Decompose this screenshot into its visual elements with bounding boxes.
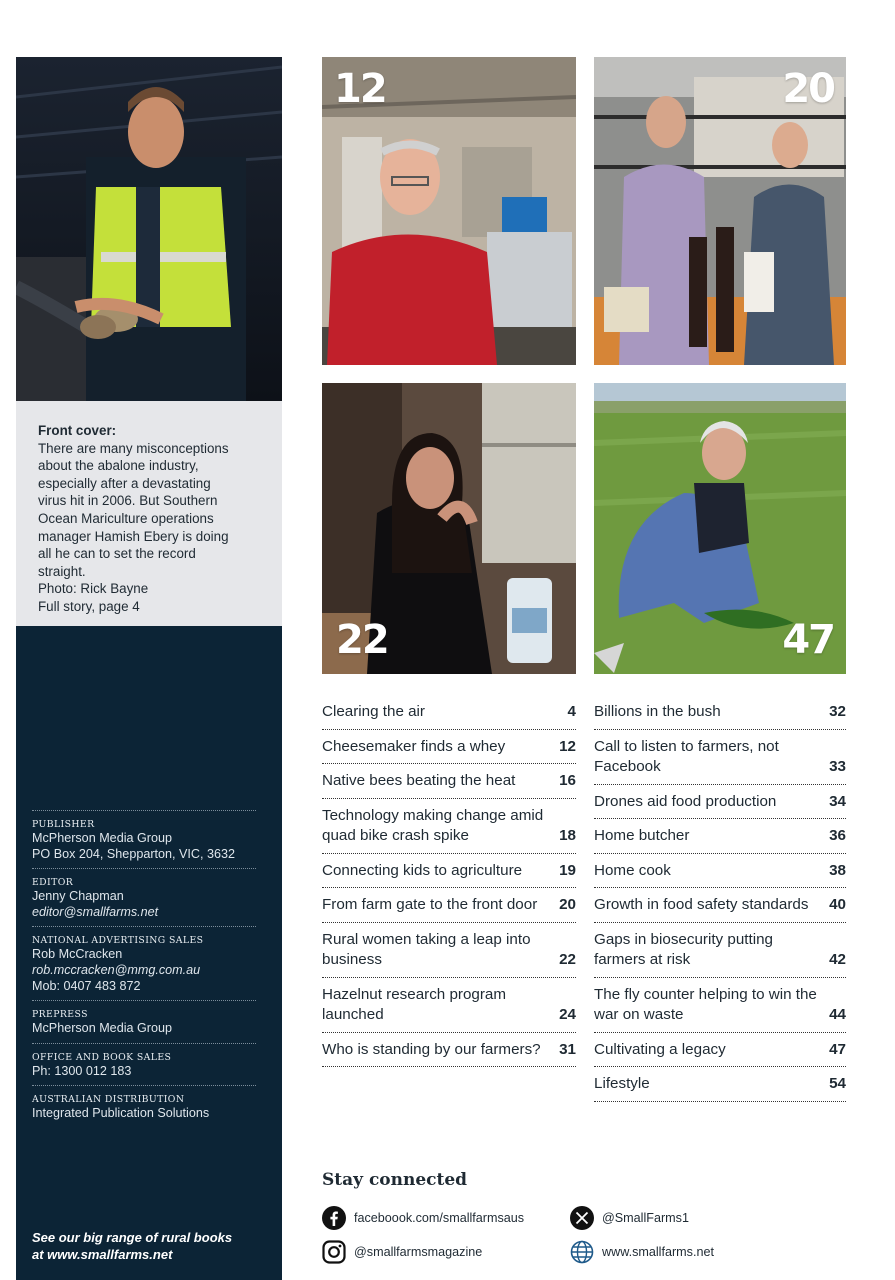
credit-line: Rob McCracken: [32, 947, 123, 962]
toc-page: 22: [559, 951, 576, 968]
credit-label: PUBLISHER: [32, 819, 95, 830]
toc-item[interactable]: [594, 978, 846, 1033]
caption-line: all he can to set the record: [38, 546, 196, 562]
credit-line: PO Box 204, Shepparton, VIC, 3632: [32, 846, 236, 861]
contents-list-right: [594, 695, 846, 1102]
promo-line: See our big range of rural books: [32, 1230, 233, 1245]
toc-page: 34: [829, 792, 846, 810]
story-photo-20[interactable]: [594, 57, 846, 365]
toc-item[interactable]: [322, 978, 576, 1033]
toc-page: 47: [829, 1040, 846, 1058]
toc-page: 12: [559, 737, 576, 755]
toc-page: 36: [829, 827, 846, 844]
photo-page-number: 12: [334, 66, 386, 112]
caption-line: virus hit in 2006. But Southern: [38, 493, 218, 509]
caption-line: There are many misconceptions: [38, 440, 229, 456]
x-icon: [570, 1206, 594, 1230]
instagram-handle: @smallfarmsmagazine: [354, 1245, 483, 1259]
credit-office: [32, 1043, 256, 1086]
toc-title: Drones aid food production: [594, 792, 777, 810]
cover-caption: [16, 401, 282, 626]
story-reference: Full story, page 4: [38, 598, 140, 614]
toc-item[interactable]: [594, 854, 846, 889]
toc-item[interactable]: [594, 730, 846, 785]
masthead-sidebar: [16, 626, 282, 1280]
toc-page: 31: [559, 1040, 576, 1058]
toc-item[interactable]: [594, 695, 846, 730]
toc-page: 19: [559, 861, 576, 879]
credit-line: Mob: 0407 483 872: [32, 978, 141, 993]
facebook-handle: faceboook.com/smallfarmsaus: [354, 1211, 525, 1225]
toc-item[interactable]: [322, 695, 576, 730]
toc-title: Gaps in biosecurity putting farmers at risk: [594, 930, 773, 968]
toc-item[interactable]: [322, 799, 576, 854]
x-link[interactable]: [570, 1206, 689, 1230]
toc-title: Who is standing by our farmers?: [322, 1040, 541, 1058]
caption-title: Front cover:: [38, 423, 117, 438]
toc-title: Rural women taking a leap into business: [322, 930, 531, 968]
toc-title: Cultivating a legacy: [594, 1040, 726, 1058]
toc-title: Connecting kids to agriculture: [322, 861, 523, 879]
caption-line: especially after a devastating: [38, 475, 211, 491]
stay-connected-heading: Stay connected: [322, 1170, 468, 1190]
toc-item[interactable]: [322, 923, 576, 978]
editor-email-link[interactable]: editor@smallfarms.net: [32, 904, 159, 919]
toc-title: Home cook: [594, 861, 671, 879]
credit-label: EDITOR: [32, 877, 74, 889]
toc-page: 38: [829, 861, 846, 879]
x-handle: @SmallFarms1: [602, 1211, 689, 1225]
toc-item[interactable]: [322, 854, 576, 889]
credit-publisher: [32, 810, 256, 868]
cover-photo: [16, 57, 282, 401]
photo-page-number: 20: [782, 66, 834, 112]
credit-prepress: [32, 1000, 256, 1043]
toc-item[interactable]: [594, 819, 846, 854]
facebook-icon: [322, 1206, 346, 1230]
toc-title: Billions in the bush: [594, 703, 721, 720]
credit-line: Jenny Chapman: [32, 889, 124, 904]
books-promo[interactable]: [32, 1229, 272, 1263]
toc-item[interactable]: [322, 888, 576, 923]
toc-page: 18: [559, 827, 576, 844]
caption-line: straight.: [38, 563, 86, 579]
website-link[interactable]: [570, 1240, 714, 1264]
toc-page: 20: [559, 896, 576, 913]
toc-title: Lifestyle: [594, 1075, 650, 1092]
toc-title: Hazelnut research program launched: [322, 985, 507, 1023]
toc-title: The fly counter helping to win the war on waste: [594, 985, 817, 1023]
credit-line: McPherson Media Group: [32, 1021, 172, 1036]
toc-page: 40: [829, 896, 846, 913]
toc-title: Cheesemaker finds a whey: [322, 737, 506, 755]
story-photo-22[interactable]: [322, 383, 576, 674]
photo-page-number: 47: [782, 617, 834, 663]
facebook-link[interactable]: [322, 1206, 524, 1230]
toc-page: 54: [829, 1075, 846, 1092]
caption-line: Ocean Mariculture operations: [38, 510, 214, 526]
toc-title: Growth in food safety standards: [594, 896, 809, 913]
credit-label: AUSTRALIAN DISTRIBUTION: [32, 1094, 185, 1106]
credit-distribution: [32, 1085, 256, 1128]
photo-credit: Photo: Rick Bayne: [38, 581, 149, 597]
toc-page: 24: [559, 1006, 576, 1023]
credit-label: OFFICE AND BOOK SALES: [32, 1051, 172, 1063]
website-url: www.smallfarms.net: [602, 1245, 714, 1259]
credits-list: [32, 810, 256, 1128]
toc-item[interactable]: [594, 888, 846, 923]
toc-title: Home butcher: [594, 827, 690, 844]
toc-title: From farm gate to the front door: [322, 896, 538, 913]
toc-item[interactable]: [594, 1067, 846, 1102]
contents-list-left: [322, 695, 576, 1067]
toc-page: 33: [829, 758, 846, 775]
photo-page-number: 22: [336, 617, 388, 663]
story-photo-47[interactable]: [594, 383, 846, 674]
credit-label: PREPRESS: [32, 1009, 88, 1021]
toc-page: 42: [829, 951, 846, 968]
promo-line: at www.smallfarms.net: [32, 1247, 173, 1262]
toc-title: Call to listen to farmers, not Facebook: [594, 737, 779, 775]
toc-title: Clearing the air: [322, 703, 425, 720]
instagram-link[interactable]: [322, 1240, 482, 1264]
caption-line: manager Hamish Ebery is doing: [38, 528, 229, 544]
toc-page: 44: [829, 1006, 846, 1023]
credit-label: NATIONAL ADVERTISING SALES: [32, 935, 204, 947]
caption-line: about the abalone industry,: [38, 458, 199, 474]
credit-line: McPherson Media Group: [32, 831, 172, 845]
advertising-email-link[interactable]: rob.mccracken@mmg.com.au: [32, 962, 201, 977]
instagram-icon: [322, 1240, 346, 1264]
toc-item[interactable]: [594, 1033, 846, 1068]
credit-line: Integrated Publication Solutions: [32, 1106, 210, 1121]
globe-icon: [570, 1240, 594, 1264]
toc-item[interactable]: [322, 730, 576, 765]
toc-page: 16: [559, 772, 576, 789]
credit-advertising: [32, 926, 256, 1000]
toc-item[interactable]: [322, 764, 576, 799]
toc-page: 4: [567, 703, 576, 720]
toc-page: 32: [829, 703, 846, 720]
toc-item[interactable]: [594, 785, 846, 820]
story-photo-12[interactable]: [322, 57, 576, 365]
toc-item[interactable]: [322, 1033, 576, 1068]
credit-line: Ph: 1300 012 183: [32, 1063, 132, 1078]
toc-title: Native bees beating the heat: [322, 772, 516, 789]
toc-item[interactable]: [594, 923, 846, 978]
toc-title: Technology making change amid quad bike crash spike: [322, 806, 544, 844]
credit-editor: [32, 868, 256, 926]
